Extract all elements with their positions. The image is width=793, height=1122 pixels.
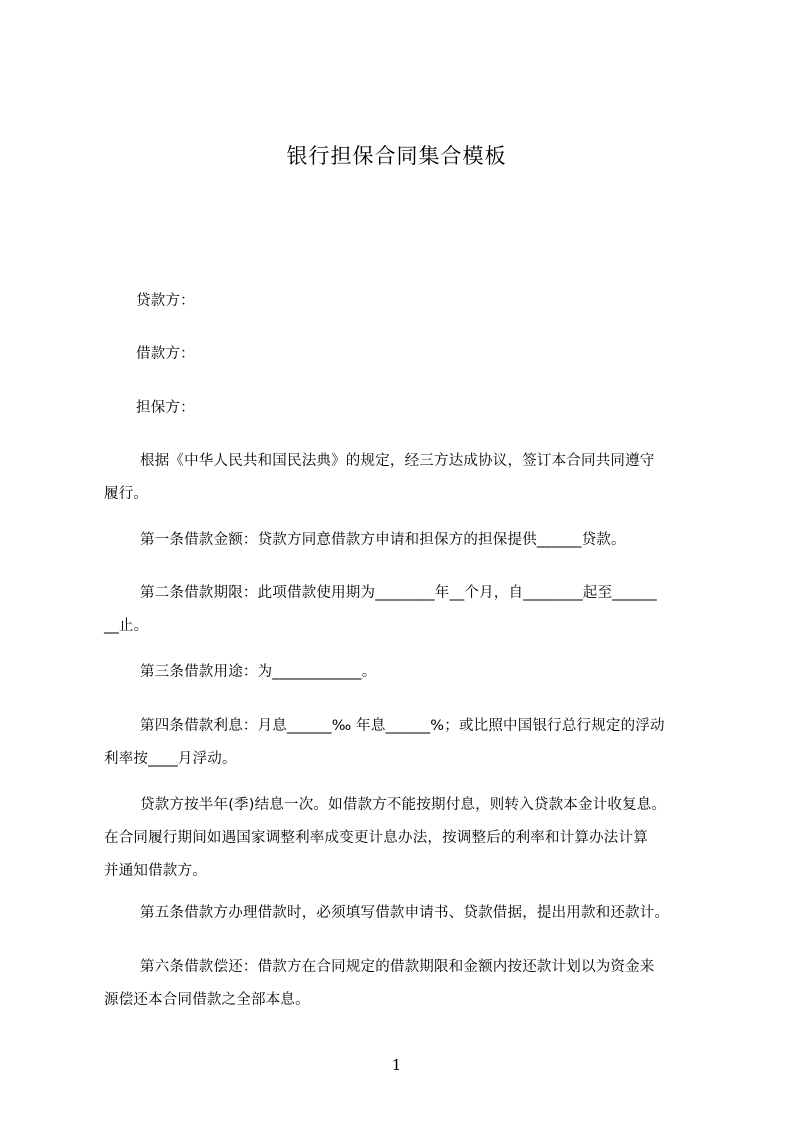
article-6-paragraph [104, 951, 716, 1017]
article-4-line-2: 利率按____月浮动。 [104, 751, 237, 767]
borrower-label: 借款方： [136, 346, 195, 362]
page-title: 银行担保合同集合模板 [286, 144, 507, 168]
article-1-line-1: 第一条借款金额：贷款方同意借款方申请和担保方的担保提供______贷款。 [140, 532, 626, 548]
article-1-paragraph [104, 524, 716, 557]
article-5-line-1: 第五条借款方办理借款时，必须填写借款申请书、贷款借据，提出用款和还款计。 [140, 905, 670, 921]
interest-note-line-1: 贷款方按半年(季)结息一次。如借款方不能按期付息，则转入贷款本金计收复息。 [140, 797, 667, 813]
article-5-paragraph [104, 897, 716, 930]
article-2-line-2: __止。 [104, 618, 149, 634]
article-2-paragraph [104, 577, 716, 643]
guarantor-label: 担保方： [136, 400, 195, 416]
page-number: 1 [391, 1056, 402, 1074]
lender-label: 贷款方： [136, 293, 195, 309]
article-3-line-1: 第三条借款用途：为____________。 [140, 664, 377, 680]
preamble-line-1: 根据《中华人民共和国民法典》的规定，经三方达成协议，签订本合同共同遵守 [140, 453, 655, 469]
interest-note-paragraph [104, 789, 716, 888]
preamble-line-2: 履行。 [104, 486, 149, 502]
article-6-line-2: 源偿还本合同借款之全部本息。 [104, 992, 310, 1008]
article-4-paragraph [104, 710, 716, 776]
preamble-paragraph [104, 445, 716, 511]
article-6-line-1: 第六条借款偿还：借款方在合同规定的借款期限和金额内按还款计划以为资金来 [140, 959, 655, 975]
article-4-line-1: 第四条借款利息：月息______‰ 年息______%；或比照中国银行总行规定的浮动 [140, 718, 665, 734]
interest-note-line-2: 在合同履行期间如遇国家调整利率成变更计息办法，按调整后的利率和计算办法计算 [104, 830, 648, 846]
article-3-paragraph [104, 656, 716, 689]
article-2-line-1: 第二条借款期限：此项借款使用期为________年__个月，自________起至______ [140, 585, 657, 601]
interest-note-line-3: 并通知借款方。 [104, 863, 207, 879]
